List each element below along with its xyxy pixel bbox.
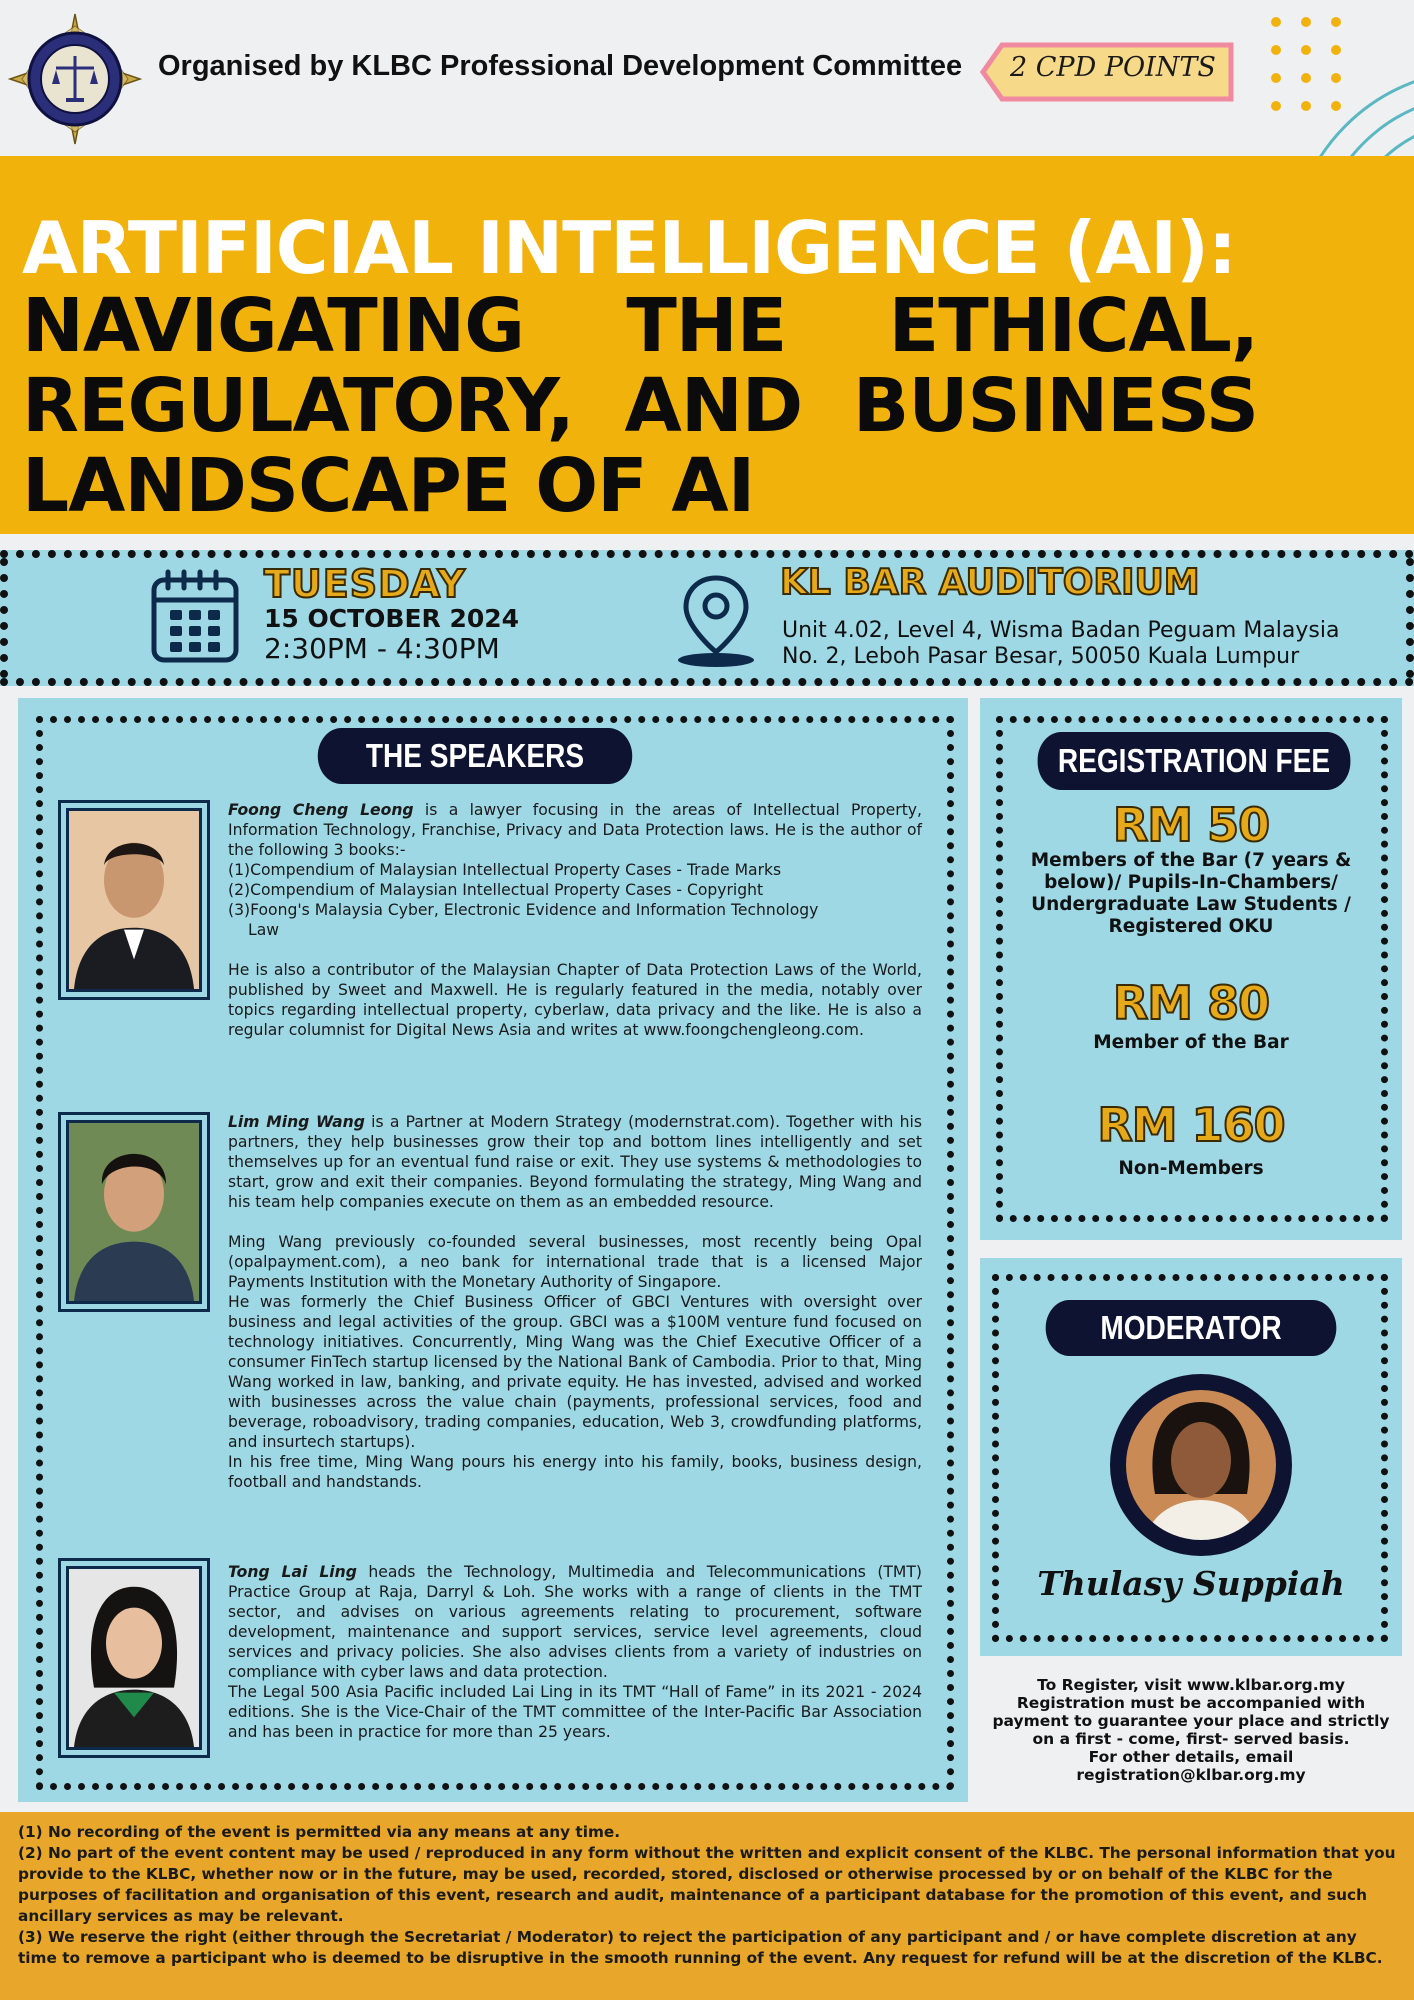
speaker-bio-3: Tong Lai Ling heads the Technology, Multimedia and Telecommunications (TMT) Practice Group at Raja, Darryl & Loh. She works with a range of clients in the TMT sector, and advises on various agreements relating to procurement, software development, maintenance and support services, service level agreements, cloud services and privacy policies. She also advises clients from a variety of industries on compliance with cyber laws and data protection. The Legal 500 Asia Pacific included Lai Ling in its TMT “Hall of Fame” in its 2021 - 2024 editions. She is the Vice-Chair of the TMT committee of the Inter-Pacific Bar Association and has been in practice for more than 25 years. [228,1563,922,1741]
cpd-badge: 2 CPD POINTS [1010,52,1216,83]
speaker-name-3: Tong Lai Ling [228,1563,357,1581]
speaker-bio-1: Foong Cheng Leong is a lawyer focusing in the areas of Intellectual Property, Information Technology, Franchise, Privacy and Data Protection laws. He is the author of the following 3 books:- (1)Compendium of Malaysian Intellectual Property Cases - Trade Marks (2)Compendium of Malaysian Intellectual Property Cases - Copyright (3)Foong's Malaysia Cyber, Electronic Evidence and Information Technology Law He is also a contributor of the Malaysian Chapter of Data Protection Laws of the World, published by Sweet and Maxwell. He is regularly featured in the media, notably over topics regarding intellectual property, cyberlaw, data privacy and the like. He is also a regular columnist for Digital News Asia and writes at www.foongchengleong.com. [228,801,922,1039]
footer-notes [0,1812,1414,2000]
speaker-name-2: Lim Ming Wang [228,1113,365,1131]
speaker-portrait-3 [69,1569,199,1747]
speaker-portrait-2 [69,1123,199,1301]
moderator-portrait [1110,1374,1292,1556]
register-terms: Registration must be accompanied with payment to guarantee your place and strictly on a first - come, first- served basis. [992,1694,1390,1748]
fee-1-desc: Members of the Bar (7 years & below)/ Pupils-In-Chambers/ Undergraduate Law Students / Registered OKU [1030,850,1352,937]
bar-logo-icon [8,12,142,146]
speakers-heading: THE SPEAKERS [318,728,633,784]
speaker-bio-2: Lim Ming Wang is a Partner at Modern Strategy (modernstrat.com). Together with his partners, they help businesses grow their top and bottom lines intelligently and set themselves up for an eventual fund raise or exit. They use systems & methodologies to start, grow and exit their companies. Beyond formulating the strategy, Ming Wang and his team help companies execute on them as an embedded resource. Ming Wang previously co-founded several businesses, most recently being Opal (opalpayment.com), a neo bank for international trade that is a licensed Major Payments Institution with the Monetary Authority of Singapore. He was formerly the Chief Business Officer of GBCI Ventures with oversight over business and legal activities of the group. GBCI was a $100M venture fund focused on technology initiatives. Concurrently, Ming Wang was the Chief Executive Officer of a consumer FinTech startup licensed by the National Bank of Cambodia. Prior to that, Ming Wang worked in law, banking, and private equity. He has invested, advised and worked with businesses across the value chain (payments, professional services, food and beverage, roboadvisory, trading companies, education, Web 3, crowdfunding platforms, and insurtech startups). In his free time, Ming Wang pours his energy into his family, books, business design, football and handstands. [228,1113,922,1491]
speaker-photo-3 [58,1558,210,1758]
venue-address-line-1: Unit 4.02, Level 4, Wisma Badan Peguam Malaysia [782,618,1340,643]
fee-3: RM 160 [1097,1098,1285,1152]
register-email: registration@klbar.org.my [1076,1766,1306,1784]
venue-address-line-2: No. 2, Leboh Pasar Besar, 50050 Kuala Lumpur [782,644,1300,669]
fee-2-desc: Member of the Bar [1093,1032,1289,1053]
location-pin-icon [676,572,756,668]
speaker-portrait-1 [69,811,199,989]
fee-1: RM 50 [1112,798,1270,852]
header [0,0,1414,156]
footer-note-3: (3) We reserve the right (either through the Secretariat / Moderator) to reject the participation of any participant and / or have complete discretion at any time to remove a participant who is deemed to be disruptive in the smooth running of the event. Any request for refund will be at the discretion of the KLBC. [18,1928,1383,1967]
moderator-name: Thulasy Suppiah [1037,1564,1345,1603]
title-line-3: REGULATORY, AND BUSINESS [22,363,1258,449]
event-time: 2:30PM - 4:30PM [264,632,500,665]
title-line-1: ARTIFICIAL INTELLIGENCE (AI): [22,206,1236,290]
event-date: 15 OCTOBER 2024 [264,604,520,633]
venue-name: KL BAR AUDITORIUM [780,562,1200,603]
register-info [980,1676,1402,1784]
event-day: TUESDAY [264,562,466,606]
speaker-photo-1 [58,800,210,1000]
moderator-heading: MODERATOR [1046,1300,1337,1356]
speaker-name-1: Foong Cheng Leong [228,801,414,819]
title-line-2: NAVIGATING THE ETHICAL, [22,283,1258,369]
title-line-4: LANDSCAPE OF AI [22,443,755,529]
footer-note-2: (2) No part of the event content may be used / reproduced in any form without the written and explicit consent of the KLBC. The personal information that you provide to the KLBC, whether now or in the future, may be used, recorded, stored, disclosed or otherwise processed by or on behalf of the KLBC for the purposes of facilitation and organisation of this event, research and audit, maintenance of a participant database for the promotion of this event, and such ancillary services as may be relevant. [18,1844,1396,1925]
fee-3-desc: Non-Members [1118,1158,1264,1179]
register-url-line: To Register, visit www.klbar.org.my [1037,1676,1345,1694]
organiser-text: Organised by KLBC Professional Development Committee [158,50,963,82]
register-email-label: For other details, email [1088,1748,1294,1766]
title-block [22,283,1258,529]
speaker-photo-2 [58,1112,210,1312]
fee-2: RM 80 [1112,976,1270,1030]
registration-heading: REGISTRATION FEE [1038,732,1351,790]
footer-note-1: (1) No recording of the event is permitted via any means at any time. [18,1823,621,1841]
moderator-photo [1110,1374,1292,1556]
calendar-icon [150,568,240,664]
